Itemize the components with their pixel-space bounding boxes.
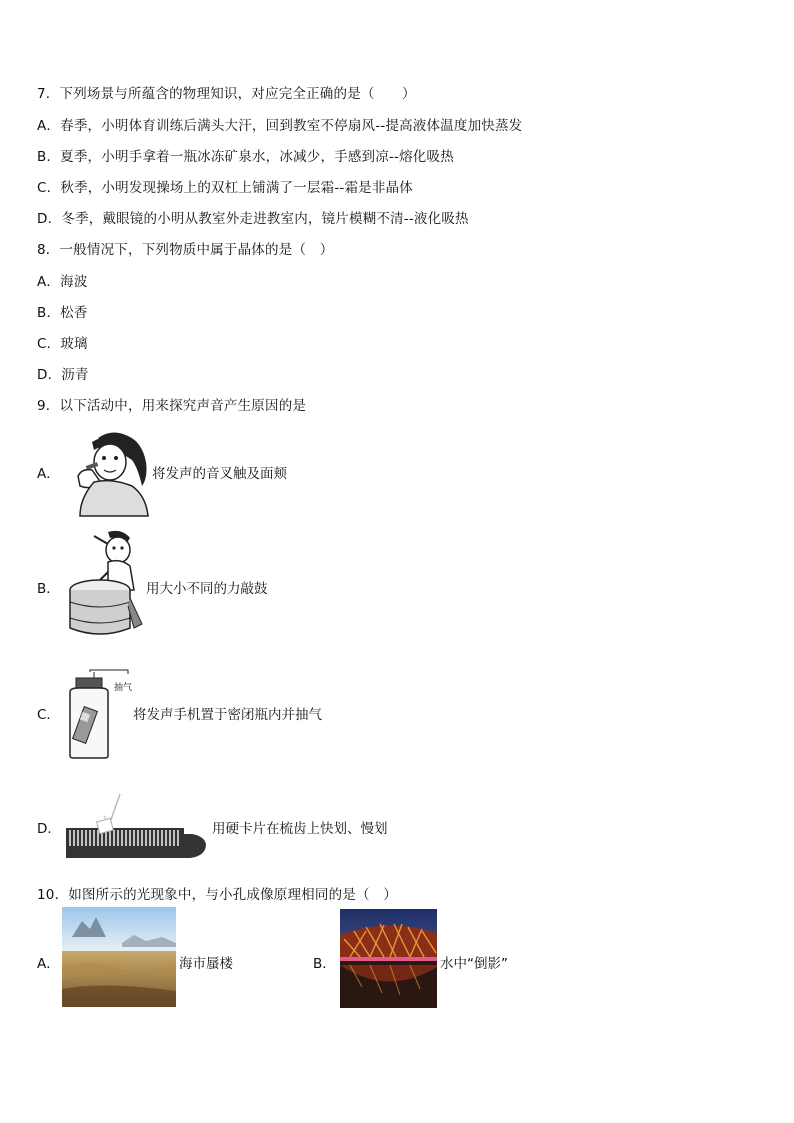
- q9-option-d-letter: D．: [37, 821, 61, 837]
- boy-drum-image: [68, 528, 146, 640]
- q10-option-b-caption: 水中“倒影”: [440, 956, 508, 972]
- q8-option-a: A．海波: [37, 274, 88, 290]
- reflection-photo: [340, 909, 437, 1008]
- q9-option-b-letter: B．: [37, 581, 60, 597]
- comb-card-image: [64, 792, 210, 862]
- mirage-photo: [62, 907, 176, 1007]
- q7-option-b: B．夏季，小明手拿着一瓶冰冻矿泉水，冰减少，手感到凉--熔化吸热: [37, 149, 454, 165]
- q9-option-a-caption: 将发声的音叉触及面颊: [152, 466, 287, 482]
- q7-option-d: D．冬季，戴眼镜的小明从教室外走进教室内，镜片模糊不清--液化吸热: [37, 211, 469, 227]
- q8-option-c: C．玻璃: [37, 336, 88, 352]
- q10-option-a-letter: A．: [37, 956, 60, 972]
- q10-option-a-caption: 海市蜃楼: [179, 956, 233, 972]
- q9-option-c-caption: 将发声手机置于密闭瓶内并抽气: [133, 707, 322, 723]
- q9-option-d-caption: 用硬卡片在梳齿上快划、慢划: [212, 821, 388, 837]
- q9-stem: 9．以下活动中，用来探究声音产生原因的是: [37, 398, 307, 414]
- girl-tuning-fork-image: [72, 428, 152, 518]
- q9-option-b-caption: 用大小不同的力敲鼓: [146, 581, 268, 597]
- q8-option-b: B．松香: [37, 305, 88, 321]
- q9-option-c-image-label: 抽气: [114, 683, 133, 693]
- q7-stem: 7．下列场景与所蕴含的物理知识，对应完全正确的是（ ）: [37, 86, 416, 102]
- q8-option-d: D．沥青: [37, 367, 89, 383]
- q7-option-a: A．春季，小明体育训练后满头大汗，回到教室不停扇风--提高液体温度加快蒸发: [37, 118, 523, 134]
- q9-option-c-letter: C．: [37, 707, 60, 723]
- q9-option-a-letter: A．: [37, 466, 60, 482]
- q10-option-b-letter: B．: [313, 956, 336, 972]
- q8-stem: 8．一般情况下，下列物质中属于晶体的是（ ）: [37, 242, 334, 258]
- q7-option-c: C．秋季，小明发现操场上的双杠上铺满了一层霜--霜是非晶体: [37, 180, 413, 196]
- q10-stem: 10．如图所示的光现象中，与小孔成像原理相同的是（ ）: [37, 887, 398, 903]
